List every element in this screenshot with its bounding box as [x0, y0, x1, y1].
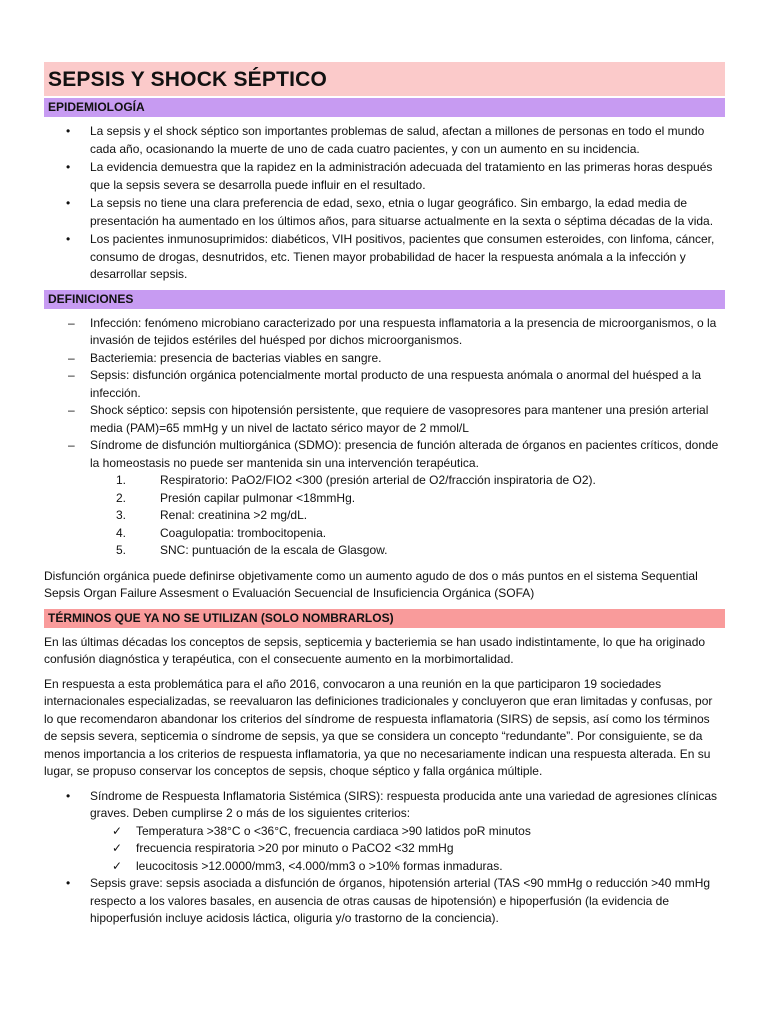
- list-item-text: Los pacientes inmunosuprimidos: diabéticos, VIH positivos, pacientes que consumen esteroides, con linfoma, cáncer, consumo de drogas, desnutridos, etc. Tienen mayor probabilidad de hacer la respuesta anómala a la infección y desarrollar sepsis.: [90, 232, 715, 281]
- terminos-list: [44, 788, 725, 823]
- check-icon: ✓: [112, 823, 123, 838]
- terminos-list-2: [44, 875, 725, 928]
- list-item: [44, 231, 725, 284]
- bullet-marker: •: [66, 232, 71, 246]
- criteria-item: [44, 840, 725, 858]
- list-item-text: La sepsis no tiene una clara preferencia de edad, sexo, etnia o lugar geográfico. Sin embargo, la edad media de presentación ha aumentado en los últimos años, para situarse actualmente en la sexta o séptima décadas de la vida.: [90, 196, 714, 228]
- bullet-marker: •: [66, 160, 71, 174]
- list-item-text: Shock séptico: sepsis con hipotensión persistente, que requiere de vasopresores para mantener una presión arterial media (PAM)=65 mmHg y un nivel de lactato sérico mayor de 2 mmol/L: [90, 403, 709, 435]
- check-icon: ✓: [112, 858, 123, 873]
- document-content: [44, 62, 725, 928]
- sofa-note: Disfunción orgánica puede definirse objetivamente como un aumento agudo de dos o más puntos en el sistema Sequential Sepsis Organ Failure Assesment o Evaluación Secuencial de Insuficiencia Orgánica (SOFA): [44, 568, 698, 600]
- list-item-text: Bacteriemia: presencia de bacterias viables en sangre.: [90, 350, 382, 365]
- list-item: [44, 788, 725, 823]
- list-item-text: Infección: fenómeno microbiano caracterizado por una respuesta inflamatoria a la presencia de microorganismos, o la invasión de tejidos estériles del huésped por dichos microorganismos.: [90, 315, 717, 347]
- bullet-marker: •: [66, 876, 71, 890]
- list-item: [44, 875, 725, 928]
- terminos-paragraph-2: En respuesta a esta problemática para el año 2016, convocaron a una reunión en la que participaron 19 sociedades internacionales especializadas, se reevaluaron las definiciones tradicionales y concluyeron que eran limitadas y confusas, por lo que recomendaron abandonar los criterios del síndrome de respuesta inflamatoria (SIRS) de sepsis, así como los términos de sepsis severa, septicemia o síndrome de sepsis, ya que se considera un concepto “redundante”. Por consiguiente, se da menos importancia a los criterios de respuesta inflamatoria, ya que no necesariamente indican una respuesta alterada. En su lugar, se propuso conservar los conceptos de sepsis, choque séptico y falla orgánica múltiple.: [44, 676, 713, 778]
- dash-marker: –: [68, 438, 75, 452]
- numbered-item: [44, 525, 725, 543]
- numbered-item: [44, 542, 725, 560]
- criteria-item: [44, 858, 725, 876]
- list-item: [44, 159, 725, 194]
- list-item: [44, 123, 725, 158]
- list-item-text: Sepsis grave: sepsis asociada a disfunción de órganos, hipotensión arterial (TAS <90 mmHg o reducción >40 mmHg respecto a los valores basales, en ausencia de otras causas de hipotensión) e hipoperfusión (la evidencia de hipoperfusión incluye acidosis láctica, oliguria y/o trastorno de la conciencia).: [90, 876, 711, 925]
- criteria-item-text: leucocitosis >12.0000/mm3, <4.000/mm3 o >10% formas inmaduras.: [136, 858, 503, 873]
- section-heading-epidemiologia: EPIDEMIOLOGÍA: [44, 98, 725, 117]
- number-marker: 3.: [116, 508, 127, 522]
- list-item-text: Síndrome de disfunción multiorgánica (SDMO): presencia de función alterada de órganos en pacientes críticos, donde la homeostasis no puede ser mantenida sin una intervención terapéutica.: [90, 438, 719, 470]
- list-item-text: La sepsis y el shock séptico son importantes problemas de salud, afectan a millones de personas en todo el mundo cada año, ocasionando la muerte de uno de cada cuatro pacientes, y con un aumento en su incidencia.: [90, 124, 705, 156]
- number-marker: 2.: [116, 490, 127, 505]
- page-title: SEPSIS Y SHOCK SÉPTICO: [44, 62, 725, 96]
- numbered-item: [44, 507, 725, 525]
- numbered-item: [44, 490, 725, 508]
- dash-marker: –: [68, 368, 75, 382]
- list-item: [44, 367, 725, 402]
- number-marker: 5.: [116, 543, 127, 557]
- check-icon: ✓: [112, 841, 123, 855]
- list-item: [44, 350, 725, 368]
- criteria-item-text: Temperatura >38°C o <36°C, frecuencia cardiaca >90 latidos poR minutos: [136, 823, 531, 838]
- bullet-marker: •: [66, 788, 71, 803]
- numbered-item: [44, 472, 725, 490]
- criteria-item: [44, 823, 725, 841]
- sirs-criteria-list: [44, 823, 725, 876]
- list-item-text: Sepsis: disfunción orgánica potencialmente mortal producto de una respuesta anómala o anormal del huésped a la infección.: [90, 368, 702, 400]
- list-item: [44, 315, 725, 350]
- list-item-text: Síndrome de Respuesta Inflamatoria Sistémica (SIRS): respuesta producida ante una variedad de agresiones clínicas graves. Deben cumplirse 2 o más de los siguientes criterios:: [90, 788, 718, 820]
- list-item: [44, 402, 725, 437]
- numbered-item-text: SNC: puntuación de la escala de Glasgow.: [160, 543, 388, 557]
- list-item-text: La evidencia demuestra que la rapidez en la administración adecuada del tratamiento en las primeras horas después que la sepsis severa se desarrolla puede influir en el resultado.: [90, 160, 713, 192]
- numbered-item-text: Presión capilar pulmonar <18mmHg.: [160, 490, 356, 505]
- number-marker: 4.: [116, 525, 127, 540]
- numbered-item-text: Respiratorio: PaO2/FIO2 <300 (presión arterial de O2/fracción inspiratoria de O2).: [160, 473, 596, 487]
- list-item: [44, 437, 725, 472]
- organ-dysfunction-list: [44, 472, 725, 560]
- list-item: [44, 195, 725, 230]
- dash-marker: –: [68, 350, 75, 365]
- definiciones-list: [44, 315, 725, 473]
- numbered-item-text: Renal: creatinina >2 mg/dL.: [160, 508, 308, 522]
- dash-marker: –: [68, 403, 75, 417]
- numbered-item-text: Coagulopatia: trombocitopenia.: [160, 525, 327, 540]
- terminos-paragraph-1: En las últimas décadas los conceptos de sepsis, septicemia y bacteriemia se han usado indistintamente, lo que ha originado confusión diagnóstica y terapéutica, con el consecuente aumento en la morbimortalidad.: [44, 634, 706, 666]
- bullet-marker: •: [66, 124, 71, 138]
- criteria-item-text: frecuencia respiratoria >20 por minuto o PaCO2 <32 mmHg: [136, 841, 454, 855]
- number-marker: 1.: [116, 473, 127, 487]
- dash-marker: –: [68, 315, 75, 330]
- section-heading-terminos: TÉRMINOS QUE YA NO SE UTILIZAN (SOLO NOMBRARLOS): [44, 609, 725, 628]
- bullet-marker: •: [66, 196, 71, 210]
- section-heading-definiciones: DEFINICIONES: [44, 290, 725, 309]
- epidemiologia-list: [44, 123, 725, 284]
